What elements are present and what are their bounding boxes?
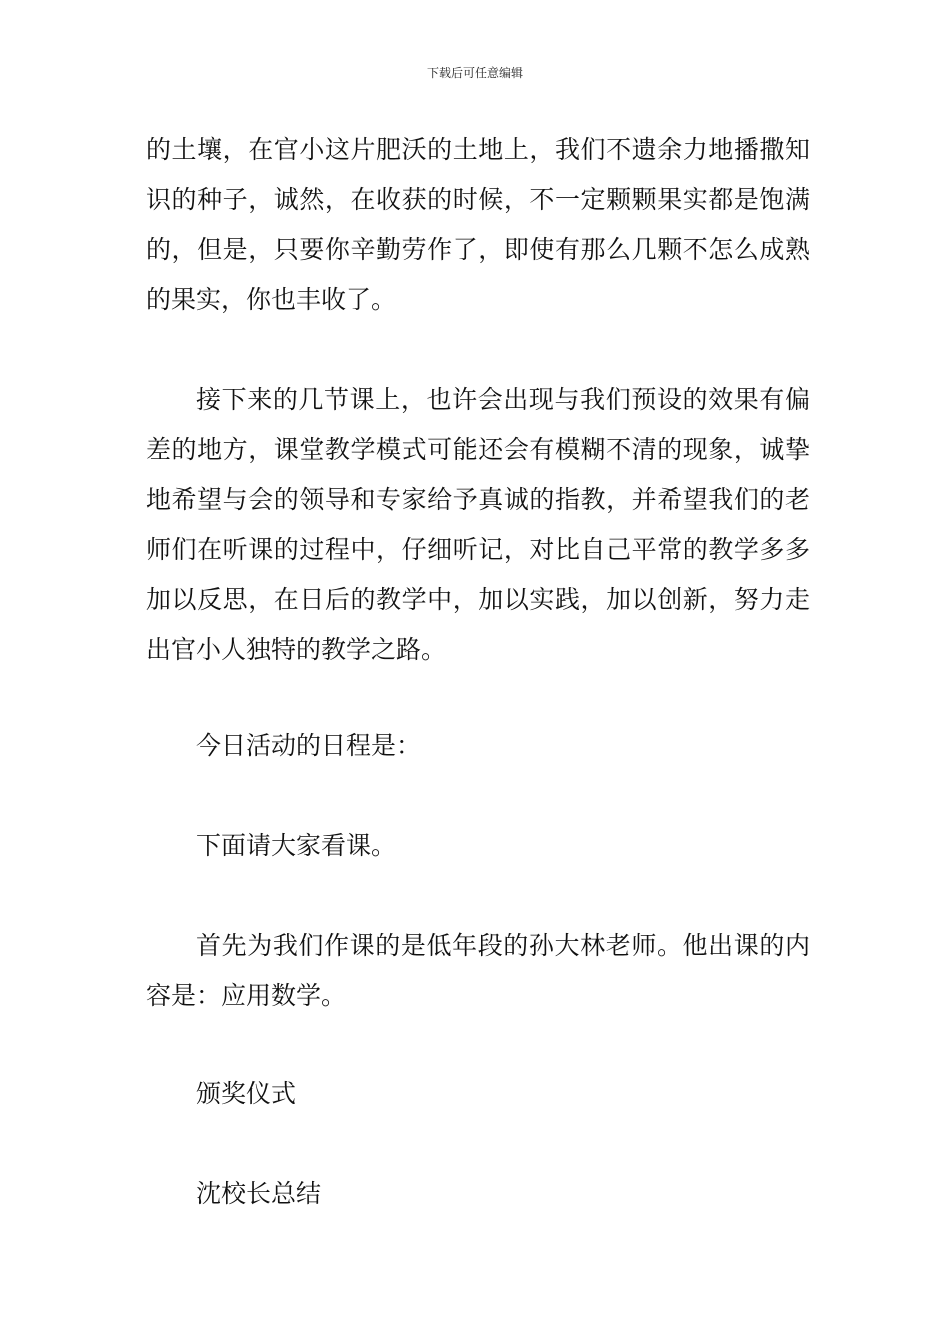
paragraph-schedule-intro: 今日活动的日程是： (196, 731, 422, 760)
paragraph-award-ceremony: 颁奖仪式 (196, 1079, 297, 1108)
paragraph-upcoming-lessons: 接下来的几节课上，也许会出现与我们预设的效果有偏差的地方，课堂教学模式可能还会有模糊不清的现象，诚挚地希望与会的领导和专家给予真诚的指教，并希望我们的老师们在听课的过程中，仔细听记，对比自己平常的教学多多加以反思，在日后的教学中，加以实践，加以创新，努力走出官小人独特的教学之路。 (146, 385, 810, 664)
paragraph-continuation: 的土壤，在官小这片肥沃的土地上，我们不遗余力地播撒知识的种子，诚然，在收获的时候，不一定颗颗果实都是饱满的，但是，只要你辛勤劳作了，即使有那么几颗不怎么成熟的果实，你也丰收了。 (146, 135, 810, 314)
paragraph-first-lesson: 首先为我们作课的是低年段的孙大林老师。他出课的内容是：应用数学。 (146, 931, 810, 1010)
paragraph-principal-summary: 沈校长总结 (196, 1179, 322, 1208)
paragraph-watch-lessons: 下面请大家看课。 (196, 831, 397, 860)
page-header: 下载后可任意编辑 (426, 66, 523, 80)
